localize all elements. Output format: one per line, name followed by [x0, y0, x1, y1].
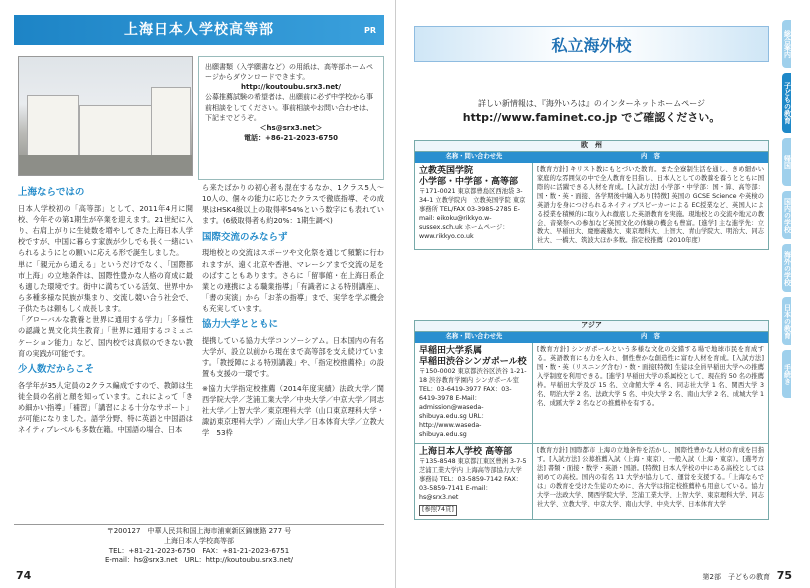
school-contact-cell	[415, 163, 533, 249]
side-index-tabs	[782, 20, 804, 403]
school-building-photo	[18, 56, 193, 176]
heading-shanghai: 上海ならではの	[18, 187, 85, 198]
side-tab[interactable]: 総合案内	[782, 20, 791, 68]
para-3: 「グローバルな教養と世界に通用する学力」「多様性の認識と異文化共生教育」「世界に通用するコミュニケーション能力」など、国内校では真似のできない教育の実践が可能です。	[18, 315, 193, 358]
header-content: 内 容	[641, 152, 660, 160]
private-schools-banner	[414, 26, 769, 62]
table-row	[415, 343, 768, 444]
banner-title: 上海日本人学校高等部	[124, 22, 274, 38]
footer-tel: TEL：+81-21-2023-6750 FAX：+81-21-2023-6751	[108, 546, 290, 555]
pr-label: PR	[363, 26, 376, 35]
heading-universities: 協力大学とともに	[202, 319, 279, 331]
info-email[interactable]: ＜hs@srx3.net＞	[259, 123, 323, 132]
header-content: 内 容	[641, 332, 660, 340]
school-subname: 小学部・中学部・高等部	[419, 177, 519, 188]
info-url[interactable]: http://koutoubu.srx3.net/	[241, 83, 341, 92]
intro-text	[414, 98, 769, 127]
para-7: 提携している協力大学コンソーシアム。日本国内の有名大学が、設立以前から現在まで高等部を支え続けています。「教授陣による特別講義」や、「指定校推薦枠」の設置も支援の一環です。	[202, 336, 384, 379]
header-contact: 名称・問い合わせ先	[445, 152, 503, 160]
table-row	[415, 163, 768, 249]
recommend-note: ※協力大学指定校推薦（2014年度実績）法政大学／関西学院大学／芝浦工業大学／中央大学／中京大学／同志社大学／上智大学／東京理科大学（山口東京理科大学・諏訪東京理科大学）／南山大学／日本体育大学／立教大学 53枠	[202, 383, 384, 438]
page-number-left: 74	[16, 569, 32, 583]
intro-url[interactable]: http://www.faminet.co.jp でご確認ください。	[462, 111, 721, 124]
building-center	[79, 105, 159, 157]
heading-small-class: 少人数だからこそ	[18, 363, 95, 375]
contact-info-box	[198, 56, 384, 180]
footer-school: 上海日本人学校高等部	[164, 536, 234, 545]
school-contact-cell	[415, 343, 533, 443]
footer-section-label: 第2部 子どもの教育	[702, 572, 770, 581]
side-tab[interactable]: 帰国	[782, 138, 791, 186]
side-tab-active[interactable]: 子どもの教育	[782, 73, 791, 133]
footer-address: 〒200127 中華人民共和国上海市浦東新区錦康路 277 号	[106, 527, 292, 535]
school-name: 上海日本人学校 高等部	[419, 446, 513, 457]
building-right	[151, 87, 191, 157]
para-1: 日本人学校初の「高等部」として、2011年4月に開校、今年その第1期生が卒業を迎えます。21世紀に入り、右肩上がりに生徒数を増やしてきた上海日本人学校ですが、中国に暮らす家族が少しでも長く一緒にいられるようにとの願いに応える形で誕生しました。	[18, 203, 193, 258]
page-number-right: 75	[776, 569, 792, 583]
para-6: 現地校との交流はスポーツや文化祭を通じて頻繁に行われますが、遠く北京や香港、マレーシアまで交流の足をのばすこともあります。さらに「留事館・在上海日系企業との連携による職業指導」「有識者による特別講座」、「書の実演」から「お茶の指導」まで、実学を学ぶ機会も充実しています。	[202, 248, 384, 314]
info-tel: 電話：+86-21-2023-6750	[243, 133, 339, 142]
europe-table	[414, 140, 769, 250]
school-contact: 〒171-0021 東京都豊島区西池袋 3-34-1 立教学院内 立教英国学院 東京事務所 TEL/FAX 03-3985-2785 E-mail: eikoku@rikkyo.w-sussex.sch.uk ホームページ：www.rikkyo.co.uk	[419, 188, 526, 241]
header-contact: 名称・問い合わせ先	[445, 332, 503, 340]
right-column	[202, 182, 384, 438]
ground	[19, 155, 192, 176]
school-content: [教育方針] キリスト教にもとづいた教育。また全寮制生活を通し、きめ細かい家庭的な雰囲気の中で全人教育を目指し、日本人としての教養を養うとともに国際的に活躍できる人材を育成。[入試方法] 小学部・中学部：国・算、高等部：国・数・英・面接、各学期後中編入あり[特徴] 英国の GCSE Science や英検の英語力を身につけられるネイティブスピーカーによる EC授業など、英国人による授業を積極的に取り入れ徹底した英語教育を実施。現地校との交流や地元の教会、音楽祭への参加など英国文化の体験の機会も豊富。[進学] 主な進学先：立教大、早稲田大、慶應義塾大、東京理科大、上智大、青山学院大、明治大、同志社大、一橋大、筑波大ほか多数。指定校推薦（2010年度）	[537, 165, 764, 245]
side-tab[interactable]: 手続き	[782, 350, 791, 398]
left-page	[0, 0, 396, 588]
para-2: 単に「親元から通える」というだけでなく、「国際都市上海」の立地条件は、国際性豊かな人格の育成に最も適した環境です。街中に満ちている活気、世界中から多種多様な民族が集まり、交流し競い合う社会で、子供たちは頼もしく成長します。	[18, 259, 193, 314]
school-banner	[14, 15, 384, 45]
school-name: 立教英国学院	[419, 165, 474, 176]
para-4: 各学年が35人定員の2クラス編成ですので、教師は生徒全員の名前と顔を知っています。これによって「きめ細かい指導」「補習」「講習による十分なサポート」が可能になりました。語学分野、特に英語と中国語はネイティブレベルも多数在籍。中国語の場合、日本	[18, 380, 193, 435]
school-contact-cell	[415, 444, 533, 519]
left-footer	[14, 524, 384, 566]
table-header	[415, 152, 768, 163]
right-page	[398, 0, 810, 588]
region-asia: アジア	[415, 321, 768, 332]
region-europe: 欧 州	[415, 141, 768, 152]
school-subname: 早稲田渋谷シンガポール校	[419, 357, 527, 368]
heading-exchange: 国際交流のみならず	[202, 231, 288, 243]
side-tab[interactable]: 国内の学校	[782, 191, 791, 239]
side-tab[interactable]: 日本の教育	[782, 297, 791, 345]
reference-badge: [参照74頁]	[419, 505, 457, 516]
para-5: ら来たばかりの初心者も混在するなか、1クラス5人～10人の、個々の能力に応じたクラスで徹底指導、その成果はHSK4級以上の取得率54%という数字にも表れています。(6級取得者も約20%：1期生調べ)	[202, 183, 384, 226]
table-row	[415, 444, 768, 519]
table-header	[415, 332, 768, 343]
side-tab[interactable]: 海外の学校	[782, 244, 791, 292]
school-contact: 〒150-0002 東京都渋谷区渋谷 1-21-18 渋谷教育学園内 シンガポール室 TEL：03-6419-3977 FAX：03-6419-3978 E-Mail：admission@waseda-shibuya.edu.sg URL：http://www.waseda-shibuya.edu.sg	[419, 368, 527, 438]
school-content: [教育方針] 国際都市 上海の立地条件を活かし、国際性豊かな人材の育成を目指す。[入試方法] 公募推薦入試（上海・東京）、一般入試（上海・東京）。[選考方法] 書類・面接・数学・英語・国語。[特徴] 日本人学校の中にある高校としては初めての高校。国内の有名 11 大学が協力して、運営を支援する。「上海ならでは」の教育を受けた生徒のために、各大学は指定校推薦枠も用意している。協力大学一法政大学、関西学院大学、芝浦工業大学、上智大学、東京理科大学、同志社大学、立教大学、中京大学、南山大学、中央大学、日本体育大学	[537, 446, 764, 508]
intro-line: 詳しい新情報は、『海外いろは』のインターネットホームページ	[477, 99, 706, 108]
footer-email: E-mail：hs@srx3.net URL：http://koutoubu.srx3.net/	[104, 556, 294, 565]
school-contact: 〒135-8548 東京都江東区豊洲 3-7-5 芝浦工業大学内 上海高等部協力大学事務局 TEL：03-5859-7142 FAX：03-5859-7141 E-mail：hs@srx3.net	[419, 458, 527, 501]
info-line-3: 公募推薦試験の希望者は、出願前に必ず中学校から事前相談をしてください。事前相談やお問い合わせは、下記までどうぞ。	[205, 93, 373, 122]
left-column	[18, 182, 193, 435]
school-content: [教育方針] シンガポールという多様な文化の交錯する場で地球市民を育成する。英語教育にも力を入れ、個性豊かな創造性に富む人材を育成。[入試方法] 国・数・英（リスニング含む）・数・面接[特徴] 生徒は全員早稲田大学への推薦入学制度を利用できる。[進学] 早稲田大学の系属校として、現在約 50 名の推薦枠。早稲田大学及び 15 名、立命館大学 4 名、同志社大学 1 名、関西大学 3 名、明治大学 2 名、法政大学 5 名、中央大学 2 名、南山大学 2 名、成城大学 1 名、成蹊大学 2 名などの推薦枠を有する。	[537, 345, 764, 407]
asia-table	[414, 320, 769, 520]
building-left	[27, 95, 79, 157]
school-name: 早稲田大学系属	[419, 345, 483, 356]
right-banner-title: 私立海外校	[551, 36, 632, 55]
info-line-1: 出願書類（入学願書など）の用紙は、高等部ホームページからダウンロードできます。	[205, 63, 373, 82]
